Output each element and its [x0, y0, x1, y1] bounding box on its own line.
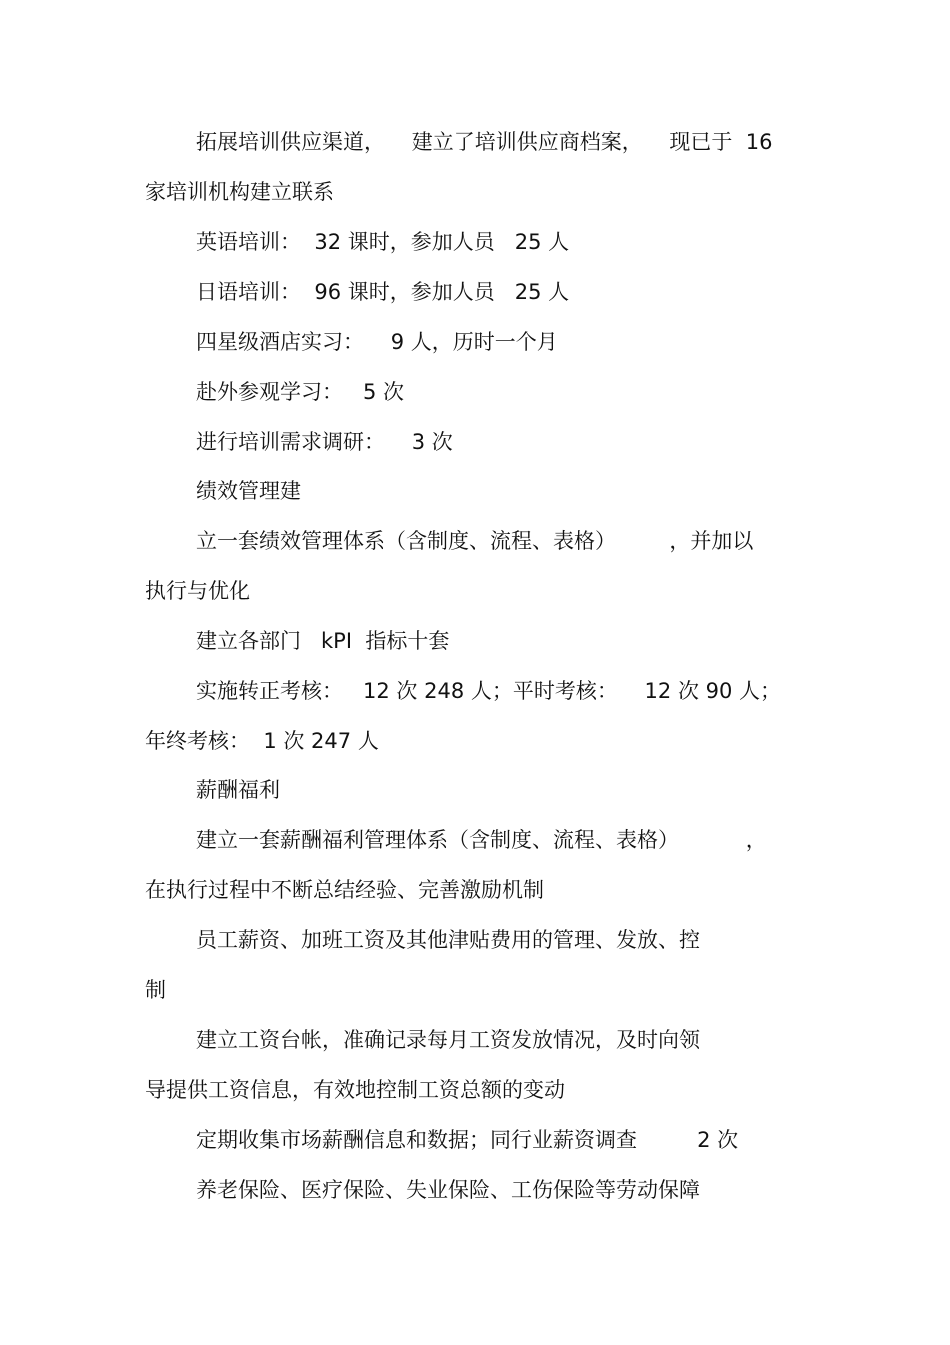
- text-line: 年终考核： 1 次 247 人: [145, 729, 379, 753]
- text-line: 家培训机构建立联系: [145, 180, 334, 204]
- text-line: 制: [145, 978, 166, 1002]
- text-line: 立一套绩效管理体系（含制度、流程、表格） ，并加以: [196, 529, 754, 553]
- text-line: 四星级酒店实习： 9 人，历时一个月: [196, 330, 558, 354]
- text-line: 执行与优化: [145, 579, 250, 603]
- text-line: 定期收集市场薪酬信息和数据；同行业薪资调查 2 次: [196, 1128, 739, 1152]
- text-line: 进行培训需求调研： 3 次: [196, 430, 453, 454]
- text-line: 实施转正考核： 12 次 248 人；平时考核： 12 次 90 人；: [196, 679, 782, 703]
- section-heading: 绩效管理建: [196, 479, 301, 503]
- text-line: 在执行过程中不断总结经验、完善激励机制: [145, 878, 544, 902]
- text-line: 导提供工资信息，有效地控制工资总额的变动: [145, 1078, 565, 1102]
- text-line: 拓展培训供应渠道， 建立了培训供应商档案， 现已于 16: [196, 130, 773, 154]
- text-line: 养老保险、医疗保险、失业保险、工伤保险等劳动保障: [196, 1178, 700, 1202]
- text-line: 赴外参观学习： 5 次: [196, 380, 405, 404]
- text-line: 员工薪资、加班工资及其他津贴费用的管理、发放、控: [196, 928, 700, 952]
- text-line: 建立一套薪酬福利管理体系（含制度、流程、表格） ，: [196, 828, 767, 852]
- text-line: 英语培训： 32 课时，参加人员 25 人: [196, 230, 570, 254]
- text-line: 建立各部门 kPI 指标十套: [196, 629, 450, 653]
- text-line: 日语培训： 96 课时，参加人员 25 人: [196, 280, 570, 304]
- text-line: 建立工资台帐，准确记录每月工资发放情况，及时向领: [196, 1028, 700, 1052]
- section-heading: 薪酬福利: [196, 778, 280, 802]
